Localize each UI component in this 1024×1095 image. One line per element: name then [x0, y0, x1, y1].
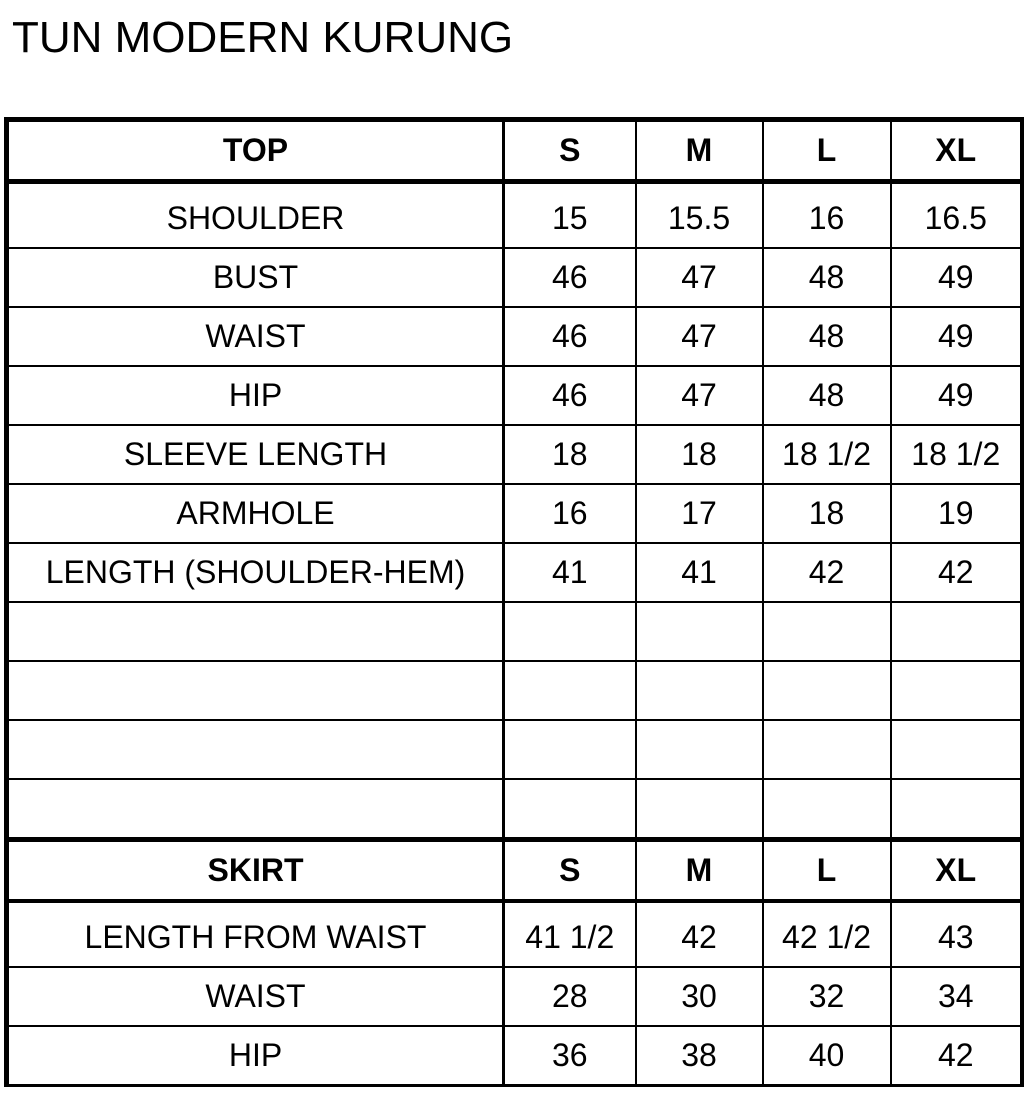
empty-row	[7, 779, 1023, 840]
size-s-value: 28	[504, 967, 636, 1026]
size-s-value: 15	[504, 182, 636, 249]
size-m-value: 47	[636, 366, 763, 425]
empty-cell	[891, 720, 1023, 779]
measurement-label: LENGTH (SHOULDER-HEM)	[7, 543, 504, 602]
size-xl-value: 49	[891, 248, 1023, 307]
size-l-header: L	[763, 120, 891, 182]
empty-cell	[636, 779, 763, 840]
size-m-value: 15.5	[636, 182, 763, 249]
measurement-label: LENGTH FROM WAIST	[7, 901, 504, 967]
size-m-value: 38	[636, 1026, 763, 1086]
size-xl-value: 49	[891, 366, 1023, 425]
size-l-value: 18	[763, 484, 891, 543]
size-s-value: 46	[504, 366, 636, 425]
measurement-label: WAIST	[7, 967, 504, 1026]
size-xl-value: 42	[891, 1026, 1023, 1086]
empty-cell	[891, 779, 1023, 840]
empty-cell	[636, 661, 763, 720]
size-chart-table	[4, 117, 1024, 1087]
empty-cell	[7, 720, 504, 779]
empty-cell	[504, 661, 636, 720]
empty-cell	[504, 779, 636, 840]
size-xl-value: 18 1/2	[891, 425, 1023, 484]
measurement-label: HIP	[7, 1026, 504, 1086]
size-s-header: S	[504, 840, 636, 902]
size-l-header: L	[763, 840, 891, 902]
empty-cell	[504, 602, 636, 661]
skirt-section-label: SKIRT	[7, 840, 504, 902]
size-l-value: 40	[763, 1026, 891, 1086]
empty-cell	[636, 720, 763, 779]
size-s-value: 18	[504, 425, 636, 484]
size-s-value: 46	[504, 307, 636, 366]
size-m-value: 47	[636, 248, 763, 307]
table-row	[7, 1026, 1023, 1086]
measurement-label: SHOULDER	[7, 182, 504, 249]
size-l-value: 18 1/2	[763, 425, 891, 484]
empty-row	[7, 720, 1023, 779]
table-row	[7, 484, 1023, 543]
empty-cell	[7, 779, 504, 840]
size-m-value: 30	[636, 967, 763, 1026]
size-m-header: M	[636, 840, 763, 902]
empty-cell	[7, 661, 504, 720]
size-l-value: 48	[763, 307, 891, 366]
table-row	[7, 248, 1023, 307]
empty-cell	[891, 661, 1023, 720]
measurement-label: WAIST	[7, 307, 504, 366]
size-l-value: 48	[763, 366, 891, 425]
measurement-label: BUST	[7, 248, 504, 307]
table-row	[7, 366, 1023, 425]
size-s-value: 36	[504, 1026, 636, 1086]
size-l-value: 42	[763, 543, 891, 602]
size-m-value: 47	[636, 307, 763, 366]
size-s-header: S	[504, 120, 636, 182]
table-row	[7, 967, 1023, 1026]
empty-cell	[891, 602, 1023, 661]
size-m-value: 18	[636, 425, 763, 484]
measurement-label: SLEEVE LENGTH	[7, 425, 504, 484]
empty-row	[7, 602, 1023, 661]
size-xl-value: 19	[891, 484, 1023, 543]
size-s-value: 16	[504, 484, 636, 543]
empty-cell	[763, 779, 891, 840]
measurement-label: ARMHOLE	[7, 484, 504, 543]
table-row	[7, 543, 1023, 602]
size-l-value: 32	[763, 967, 891, 1026]
skirt-header-row	[7, 840, 1023, 902]
size-m-value: 17	[636, 484, 763, 543]
size-l-value: 42 1/2	[763, 901, 891, 967]
size-xl-value: 43	[891, 901, 1023, 967]
size-s-value: 46	[504, 248, 636, 307]
empty-cell	[763, 661, 891, 720]
size-m-value: 41	[636, 543, 763, 602]
size-s-value: 41 1/2	[504, 901, 636, 967]
size-xl-value: 16.5	[891, 182, 1023, 249]
size-s-value: 41	[504, 543, 636, 602]
measurement-label: HIP	[7, 366, 504, 425]
table-row	[7, 182, 1023, 249]
table-row	[7, 901, 1023, 967]
top-section-label: TOP	[7, 120, 504, 182]
top-header-row	[7, 120, 1023, 182]
empty-cell	[763, 602, 891, 661]
size-xl-value: 34	[891, 967, 1023, 1026]
size-xl-value: 42	[891, 543, 1023, 602]
empty-cell	[763, 720, 891, 779]
size-xl-header: XL	[891, 120, 1023, 182]
table-row	[7, 425, 1023, 484]
table-row	[7, 307, 1023, 366]
size-m-value: 42	[636, 901, 763, 967]
page-title: TUN MODERN KURUNG	[12, 13, 514, 62]
size-xl-value: 49	[891, 307, 1023, 366]
empty-cell	[504, 720, 636, 779]
size-l-value: 48	[763, 248, 891, 307]
empty-row	[7, 661, 1023, 720]
size-m-header: M	[636, 120, 763, 182]
empty-cell	[636, 602, 763, 661]
size-l-value: 16	[763, 182, 891, 249]
size-xl-header: XL	[891, 840, 1023, 902]
empty-cell	[7, 602, 504, 661]
